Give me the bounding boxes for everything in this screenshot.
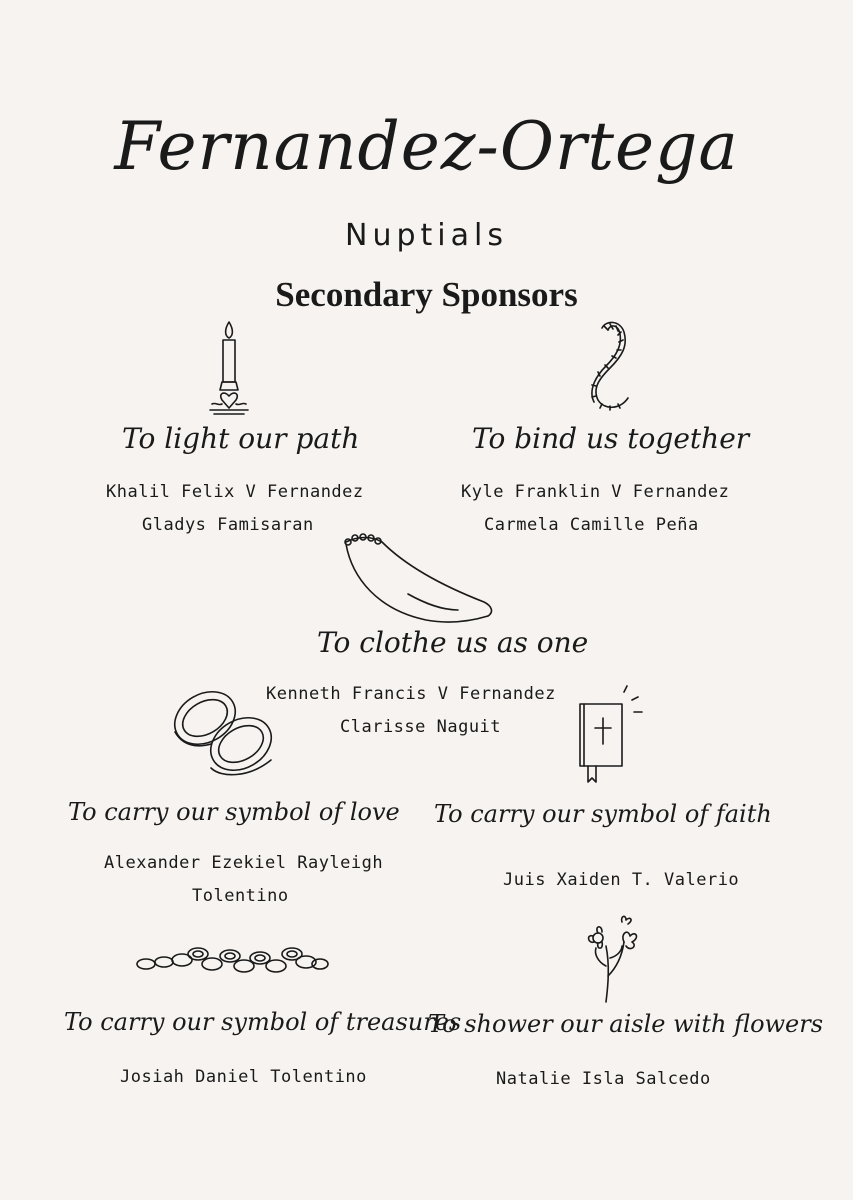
role-shower-flowers: To shower our aisle with flowers xyxy=(428,1010,824,1038)
role-bind-together: To bind us together xyxy=(472,422,750,455)
event-subtitle: Nuptials xyxy=(345,218,508,253)
role-clothe-one: To clothe us as one xyxy=(317,626,589,659)
section-heading: Secondary Sponsors xyxy=(275,275,578,314)
flower-icon xyxy=(580,906,650,1006)
cord-icon xyxy=(588,318,648,418)
sponsor-name: Gladys Famisaran xyxy=(142,515,314,535)
sponsor-name: Juis Xaiden T. Valerio xyxy=(503,870,740,890)
sponsor-name: Alexander Ezekiel Rayleigh xyxy=(104,853,384,873)
sponsor-name: Natalie Isla Salcedo xyxy=(496,1069,711,1089)
sponsor-name: Josiah Daniel Tolentino xyxy=(120,1067,367,1087)
sponsor-name: Kenneth Francis V Fernandez xyxy=(266,684,556,704)
role-symbol-love: To carry our symbol of love xyxy=(68,798,400,826)
sponsor-name: Khalil Felix V Fernandez xyxy=(106,482,364,502)
bible-icon xyxy=(574,686,654,786)
role-symbol-faith: To carry our symbol of faith xyxy=(434,800,772,828)
sponsor-name: Clarisse Naguit xyxy=(340,717,502,737)
role-symbol-treasures: To carry our symbol of treasures xyxy=(64,1008,462,1036)
sponsor-name: Tolentino xyxy=(192,886,289,906)
coins-icon xyxy=(132,940,332,980)
role-light-path: To light our path xyxy=(122,422,360,455)
sponsor-name: Carmela Camille Peña xyxy=(484,515,699,535)
couple-names-title: Fernandez-Ortega xyxy=(114,108,739,185)
veil-icon xyxy=(338,528,508,628)
candle-icon xyxy=(200,318,260,418)
sponsor-name: Kyle Franklin V Fernandez xyxy=(461,482,730,502)
